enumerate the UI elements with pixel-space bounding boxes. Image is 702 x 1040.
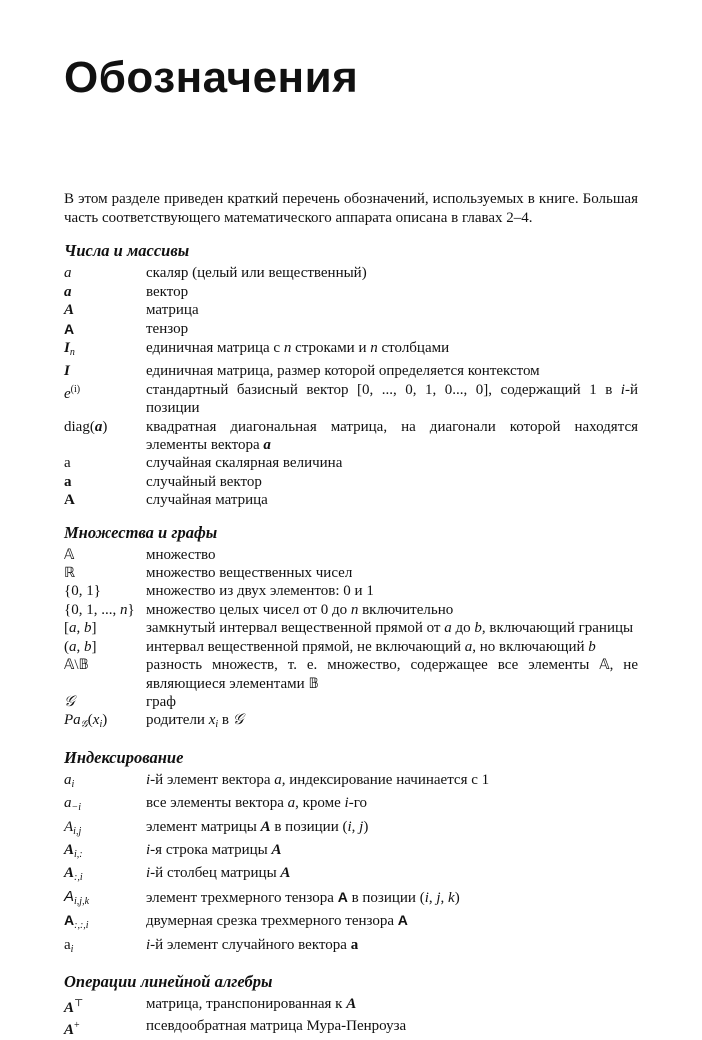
symbol-row: [64, 841, 638, 864]
symbol-description: единичная матрица, размер которой определяется контекстом: [146, 363, 540, 380]
symbol-row: [64, 362, 638, 380]
intro-paragraph: В этом разделе приведен краткий перечень обозначений, используемых в книге. Большая часть соответствующего математического аппарата описана в главах 2–4.: [64, 191, 638, 227]
symbol-term: $a_i$: [64, 771, 75, 790]
section-numbers-and-arrays: [64, 241, 638, 509]
symbol-row: [64, 473, 638, 491]
section-heading: Индексирование: [64, 747, 184, 767]
symbol-row: [64, 418, 638, 455]
section-heading: Множества и графы: [64, 522, 218, 542]
symbol-row: [64, 339, 638, 362]
symbol-term: $e^{(i)}$: [64, 383, 81, 402]
symbol-row: [64, 794, 638, 817]
symbol-description: псевдообратная матрица Мура-Пенроуза: [146, 1018, 407, 1035]
symbol-term: A⊤: [64, 997, 84, 1016]
symbol-row: [64, 381, 638, 418]
symbol-row: [64, 864, 638, 887]
symbol-term: $A_{i,:}$: [64, 841, 83, 860]
symbol-row: [64, 656, 638, 693]
symbol-term: A: [64, 492, 75, 509]
symbol-description: граф: [146, 693, 177, 710]
symbol-description: множество целых чисел от 0 до n включительно: [146, 601, 454, 618]
symbol-term: 𝔸: [64, 546, 75, 563]
symbol-term: a: [64, 265, 72, 282]
symbol-description: множество вещественных чисел: [146, 565, 353, 582]
symbol-term: a: [64, 283, 72, 300]
symbol-term: {0, 1}: [64, 583, 101, 600]
symbol-row: [64, 320, 638, 339]
symbol-term: $A_{i,j}$: [64, 818, 82, 837]
symbol-description: тензор: [146, 320, 189, 337]
symbol-row: [64, 454, 638, 472]
symbol-description: элемент матрицы A в позиции (i, j): [146, 818, 369, 835]
symbol-row: [64, 693, 638, 711]
symbol-description: двумерная срезка трехмерного тензора A: [146, 912, 408, 930]
symbol-term: $I_n$: [64, 340, 75, 359]
symbol-term: I: [64, 363, 70, 380]
symbol-row: [64, 818, 638, 841]
symbol-term: 𝒢: [64, 693, 75, 710]
section-linear-algebra: [64, 972, 638, 1040]
symbol-term: $a_i$: [64, 936, 74, 955]
symbol-row: [64, 638, 638, 656]
symbol-row: [64, 771, 638, 794]
symbol-description: матрица, транспонированная к A: [146, 995, 357, 1012]
symbol-description: множество: [146, 546, 216, 563]
symbol-description: случайная матрица: [146, 492, 268, 509]
section-heading: Операции линейной алгебры: [64, 971, 273, 991]
symbol-description: случайный вектор: [146, 473, 262, 490]
symbol-row: [64, 601, 638, 619]
symbol-row: [64, 564, 638, 582]
symbol-row: [64, 911, 638, 935]
page-title: Обозначения: [64, 53, 359, 102]
symbol-term: A: [64, 320, 75, 337]
symbol-row: [64, 711, 638, 734]
symbol-term: a: [64, 455, 71, 472]
symbol-term: $A_{:,i}$: [64, 865, 83, 884]
symbol-description: множество из двух элементов: 0 и 1: [146, 583, 374, 600]
symbol-term: a: [64, 473, 72, 490]
symbol-description: все элементы вектора a, кроме i-го: [146, 795, 367, 812]
symbol-term: diag(a): [64, 418, 108, 435]
symbol-row: [64, 1017, 638, 1039]
symbol-term: $a_{-i}$: [64, 795, 82, 814]
symbol-description: i-я строка матрицы A: [146, 841, 282, 858]
symbol-row: [64, 283, 638, 301]
symbol-description: скаляр (целый или вещественный): [146, 265, 367, 282]
symbol-term: A+: [64, 1020, 80, 1039]
symbol-description: единичная матрица с n строками и n столбцами: [146, 340, 450, 357]
symbol-row: [64, 301, 638, 319]
symbol-description: вектор: [146, 283, 189, 300]
symbol-term: [a, b]: [64, 620, 97, 637]
symbol-term: $A_{:,:,i}$: [64, 912, 89, 932]
symbol-description: i-й элемент случайного вектора a: [146, 936, 359, 953]
symbol-description: квадратная диагональная матрица, на диагонали которой находятся элементы вектора a: [146, 418, 638, 454]
section-heading: Числа и массивы: [64, 241, 190, 261]
symbol-row: [64, 264, 638, 282]
symbol-row: [64, 546, 638, 564]
symbol-description: i-й элемент вектора a, индексирование начинается с 1: [146, 771, 490, 788]
symbol-description: замкнутый интервал вещественной прямой от a до b, включающий границы: [146, 620, 634, 637]
symbol-row: [64, 619, 638, 637]
symbol-row: [64, 582, 638, 600]
section-indexing: [64, 748, 638, 959]
symbol-term: $A_{i,j,k}$: [64, 887, 90, 907]
symbol-description: случайная скалярная величина: [146, 455, 343, 472]
symbol-description: элемент трехмерного тензора A в позиции (i, j, k): [146, 888, 460, 906]
symbol-term: A: [64, 302, 75, 319]
symbol-description: родители $x_i$ в 𝒢: [146, 712, 244, 731]
symbol-term: 𝔸\𝔹: [64, 657, 89, 674]
symbol-term: {0, 1, ..., n}: [64, 601, 135, 618]
symbol-description: стандартный базисный вектор [0, ..., 0, 1, 0..., 0], содержащий 1 в i-й позиции: [146, 381, 638, 417]
symbol-term: $Pa_𝒢(x_i)$: [64, 712, 108, 731]
symbol-term: ℝ: [64, 565, 76, 582]
symbol-row: [64, 491, 638, 509]
symbol-row: [64, 888, 638, 911]
symbol-row: [64, 995, 638, 1017]
symbol-row: [64, 936, 638, 959]
section-sets-and-graphs: [64, 523, 638, 735]
symbol-term: (a, b]: [64, 638, 97, 655]
symbol-description: интервал вещественной прямой, не включающий a, но включающий b: [146, 638, 596, 655]
symbol-description: i-й столбец матрицы A: [146, 865, 291, 882]
symbol-description: разность множеств, т. е. множество, содержащее все элементы 𝔸, не являющиеся элементами 𝔹: [146, 657, 638, 692]
symbol-description: матрица: [146, 302, 199, 319]
